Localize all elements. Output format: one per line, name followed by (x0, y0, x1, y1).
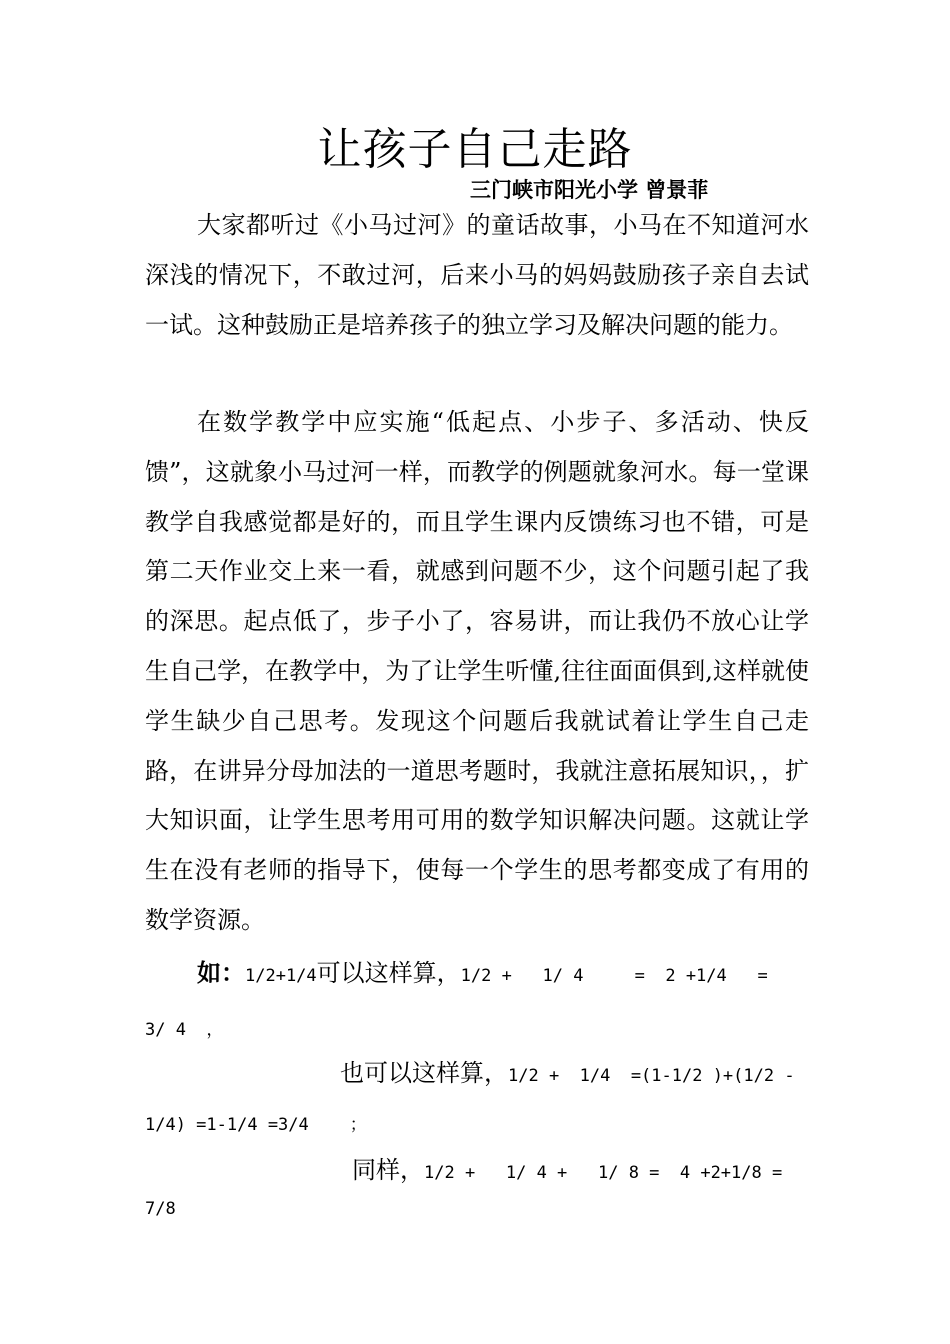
example-1-continuation: 3/ 4 ， (145, 1020, 224, 1040)
example-3-line (352, 1155, 782, 1188)
example-2-expr: 1/2 + 1/4 =(1-1/2 )+(1/2 - (508, 1066, 795, 1086)
example-1-text: 可以这样算， (316, 959, 461, 987)
example-3-expr: 1/2 + 1/ 4 + 1/ 8 = 4 +2+1/8 = (424, 1163, 783, 1183)
example-1-expr-a: 1/2+1/4 (245, 966, 317, 986)
example-1-expr-b: 1/2 + 1/ 4 = 2 +1/4 = (460, 966, 768, 986)
example-2-text: 也可以这样算， (340, 1059, 508, 1087)
example-2-line (340, 1058, 795, 1091)
example-3-text: 同样， (352, 1156, 424, 1184)
example-1-line (197, 958, 768, 991)
example-3-continuation: 7/8 (145, 1199, 176, 1219)
example-2-continuation: 1/4) =1-1/4 =3/4 ； (145, 1115, 367, 1135)
author-line: 三门峡市阳光小学 曾景菲 (470, 177, 709, 202)
paragraph-2: 在数学教学中应实施“低起点、小步子、多活动、快反馈”，这就象小马过河一样，而教学的例题就象河水。每一堂课教学自我感觉都是好的，而且学生课内反馈练习也不错，可是第二天作业交上来一看，就感到问题不少，这个问题引起了我的深思。起点低了，步子小了，容易讲，而让我仍不放心让学生自己学，在教学中，为了让学生听懂,往往面面俱到,这样就使学生缺少自己思考。发现这个问题后我就试着让学生自己走路，在讲异分母加法的一道思考题时，我就注意拓展知识，，扩大知识面，让学生思考用可用的数学知识解决问题。这就让学生在没有老师的指导下，使每一个学生的思考都变成了有用的数学资源。 (145, 408, 809, 934)
paragraph-1: 大家都听过《小马过河》的童话故事，小马在不知道河水深浅的情况下，不敢过河，后来小马的妈妈鼓励孩子亲自去试一试。这种鼓励正是培养孩子的独立学习及解决问题的能力。 (145, 211, 809, 339)
document-title: 让孩子自己走路 (317, 124, 633, 175)
example-1-lead: 如： (197, 958, 245, 987)
